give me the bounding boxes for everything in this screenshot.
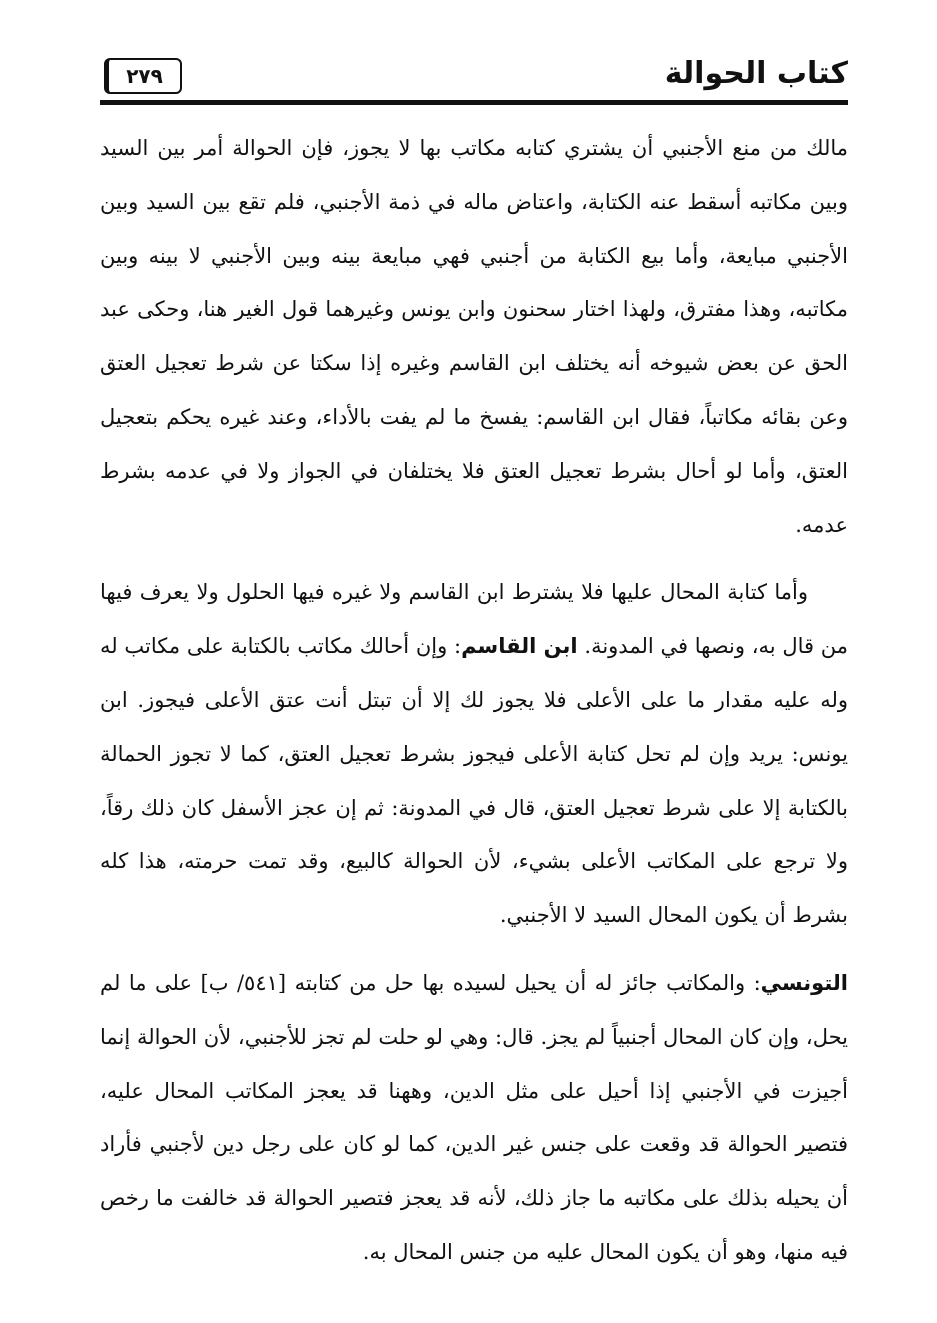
paragraph-gap [100, 552, 848, 566]
scholar-name-tunisi: التونسي [760, 970, 848, 995]
book-title: كتاب الحوالة [664, 56, 848, 91]
page-header [100, 48, 848, 112]
paragraph-2 [100, 566, 848, 943]
paragraph-3 [100, 957, 848, 1280]
header-rule [100, 100, 848, 105]
manuscript-folio-ref: [٥٤١/ ب] [200, 970, 287, 995]
paragraph-gap [100, 943, 848, 957]
paragraph-1 [100, 122, 848, 552]
paragraph-3-text-b: على ما لم يحل، وإن كان المحال أجنبياً لم يجز. قال: وهي لو حلت لم تجز للأجنبي، لأن الحوالة إنما أجيزت في الأجنبي إذا أحيل على مثل الدين، وههنا قد يعجز المكاتب المحال عليه، فتصير الحوالة قد وقعت على جنس غير الدين، كما لو كان على رجل دين لأجنبي فأراد أن يحيله بذلك على مكاتبه ما جاز ذلك، لأنه قد يعجز فتصير الحوالة قد خالفت ما رخص فيه منها، وهو أن يكون المحال عليه من جنس المحال به. [100, 970, 848, 1264]
paragraph-3-text-a: : والمكاتب جائز له أن يحيل لسيده بها حل من كتابته [294, 970, 761, 995]
paragraph-2-text-b: : وإن أحالك مكاتب بالكتابة على مكاتب له وله عليه مقدار ما على الأعلى فلا يجوز لك إلا أن تبتل أنت عتق الأعلى فيجوز. ابن يونس: يريد وإن لم تحل كتابة الأعلى فيجوز بشرط تعجيل العتق، كما لا تجوز الحمالة بالكتابة إلا على شرط تعجيل العتق، قال في المدونة: ثم إن عجز الأسفل كان ذلك رقاً، ولا ترجع على المكاتب الأعلى بشيء، لأن الحوالة كالبيع، وقد تمت حرمته، هذا كله بشرط أن يكون المحال السيد لا الأجنبي. [100, 634, 848, 928]
paragraph-1-text: مالك من منع الأجنبي أن يشتري كتابه مكاتب بها لا يجوز، فإن الحوالة أمر بين السيد وبين مكاتبه أسقط عنه الكتابة، واعتاض ماله في ذمة الأجنبي، فلم تقع بين السيد وبين الأجنبي مبايعة، وأما بيع الكتابة من أجنبي فهي مبايعة بينه وبين الأجنبي لا بينه وبين مكاتبه، وهذا مفترق، ولهذا اختار سحنون وابن يونس وغيرهما قول الغير هنا، وحكى عبد الحق عن بعض شيوخه أنه يختلف ابن القاسم وغيره إذا سكتا عن شرط تعجيل العتق وعن بقائه مكاتباً، فقال ابن القاسم: يفسخ ما لم يفت بالأداء، وعند غيره يحكم بتعجيل العتق، وأما لو أحال بشرط تعجيل العتق فلا يختلفان في الجواز ولا في عدمه بشرط عدمه. [100, 136, 848, 537]
page-number: ٢٧٩ [104, 58, 182, 94]
scholar-name-ibn-alqasim: ابن القاسم [461, 634, 578, 659]
text-body [100, 122, 848, 1280]
paragraph-2-text-a: وأما كتابة المحال عليها فلا يشترط ابن القاسم ولا غيره فيها الحلول ولا يعرف فيها من قال به، ونصها في المدونة. [100, 580, 849, 659]
